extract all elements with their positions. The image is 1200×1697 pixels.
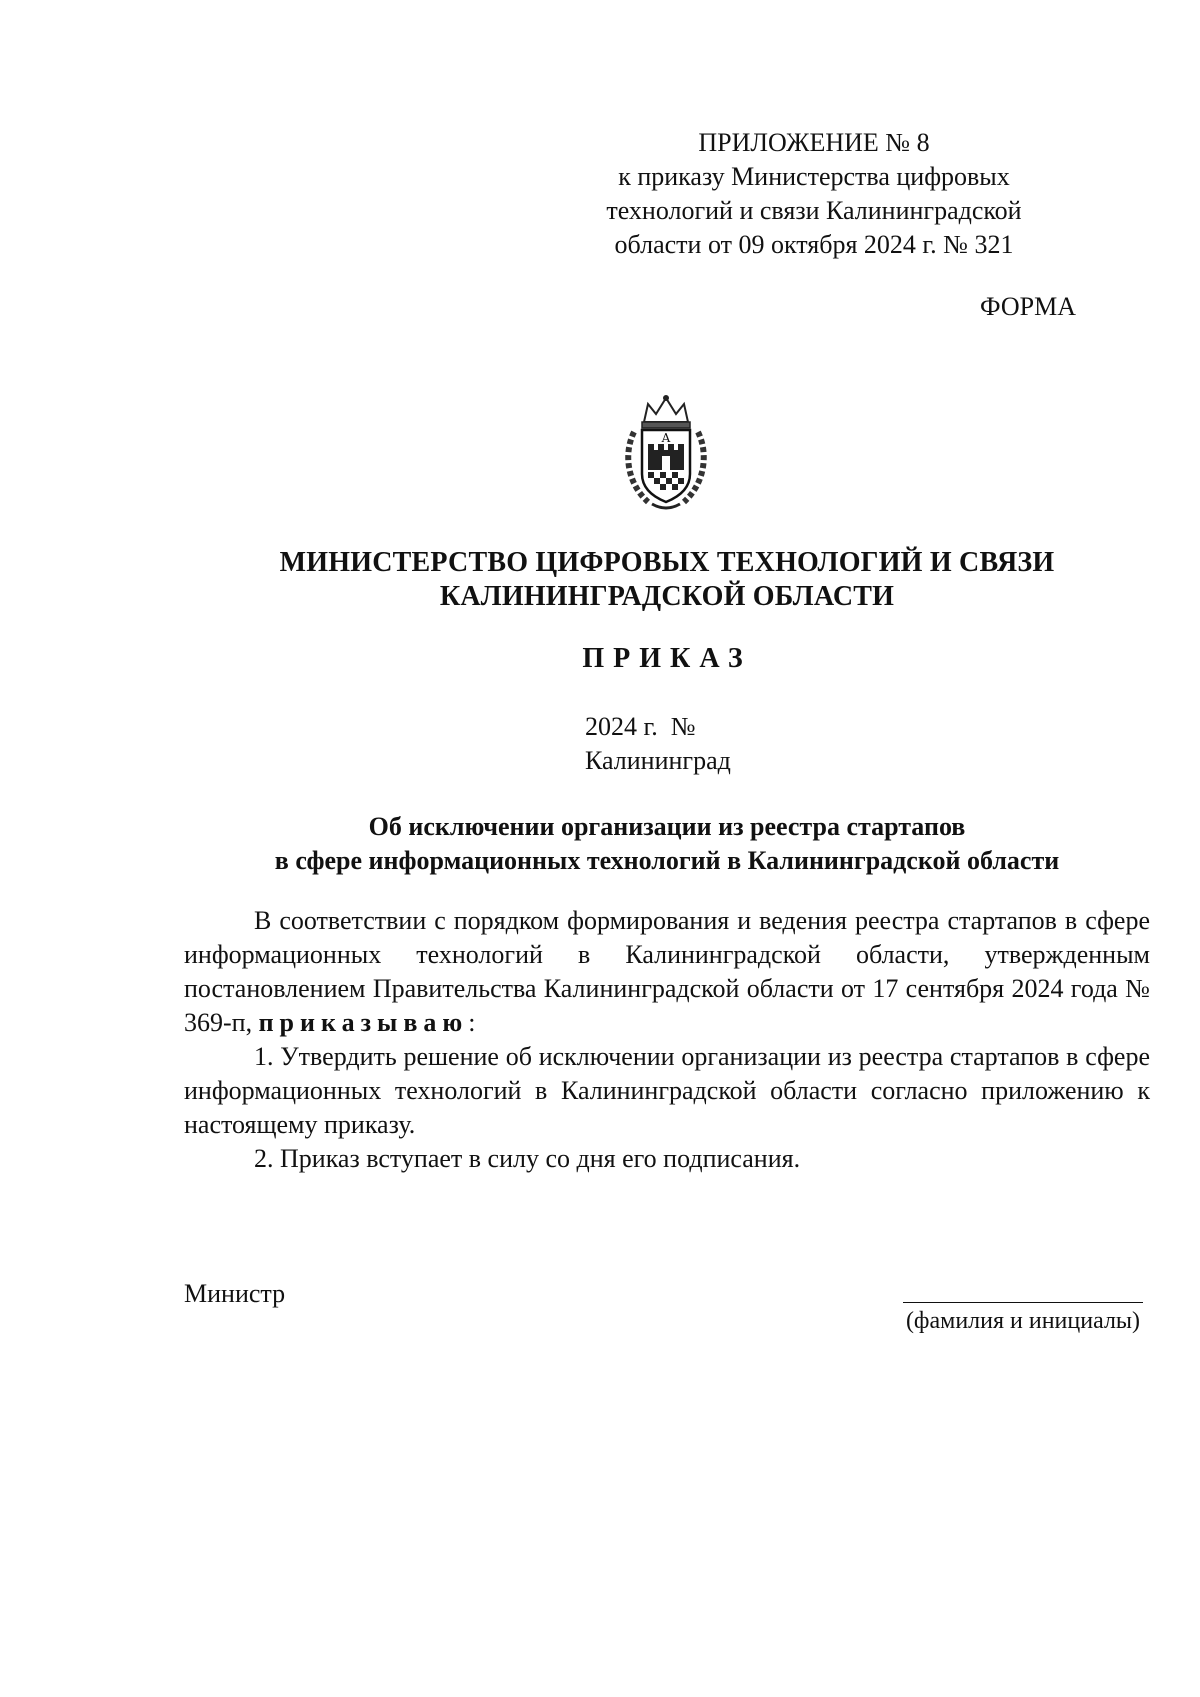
signer-position: Министр bbox=[184, 1279, 286, 1308]
appendix-line: технологий и связи Калининградской bbox=[606, 196, 1022, 225]
order-subject-line: Об исключении организации из реестра стартапов bbox=[368, 812, 966, 841]
signature-line bbox=[903, 1302, 1143, 1303]
intro-paragraph bbox=[184, 904, 1150, 1040]
svg-text:A: A bbox=[661, 431, 671, 445]
order-body bbox=[184, 904, 1150, 1176]
intro-end: : bbox=[468, 1008, 476, 1037]
appendix-header bbox=[554, 126, 1074, 262]
appendix-line: к приказу Министерства цифровых bbox=[618, 162, 1010, 191]
order-directive: приказываю bbox=[258, 1008, 469, 1037]
ministry-name-line: КАЛИНИНГРАДСКОЙ ОБЛАСТИ bbox=[439, 581, 895, 612]
ministry-name-line: МИНИСТЕРСТВО ЦИФРОВЫХ ТЕХНОЛОГИЙ И СВЯЗИ bbox=[279, 547, 1055, 578]
order-city: Калининград bbox=[585, 746, 731, 775]
appendix-line: области от 09 октября 2024 г. № 321 bbox=[614, 230, 1014, 259]
order-item: 1. Утвердить решение об исключении организации из реестра стартапов в сфере информационных технологий в Калининградской области согласно приложению к настоящему приказу. bbox=[184, 1042, 1150, 1139]
kaliningrad-coat-of-arms-icon bbox=[618, 392, 714, 512]
signature-caption: (фамилия и инициалы) bbox=[905, 1308, 1141, 1334]
form-label: ФОРМА bbox=[980, 292, 1076, 321]
ministry-name bbox=[0, 546, 1200, 614]
order-subject-line: в сфере информационных технологий в Калининградской области bbox=[274, 846, 1060, 875]
order-subject bbox=[0, 810, 1200, 878]
order-date-number: 2024 г. № bbox=[585, 712, 696, 741]
intro-text: В соответствии с порядком формирования и ведения реестра стартапов в сфере информационных технологий в Калининградской области, утвержденным постановлением Правительства Калининградской области от 17 сентября 2024 года № 369-п, bbox=[184, 906, 1150, 1037]
appendix-title: ПРИЛОЖЕНИЕ № 8 bbox=[698, 128, 930, 157]
order-item: 2. Приказ вступает в силу со дня его подписания. bbox=[254, 1144, 801, 1173]
order-title: ПРИКАЗ bbox=[582, 643, 752, 674]
